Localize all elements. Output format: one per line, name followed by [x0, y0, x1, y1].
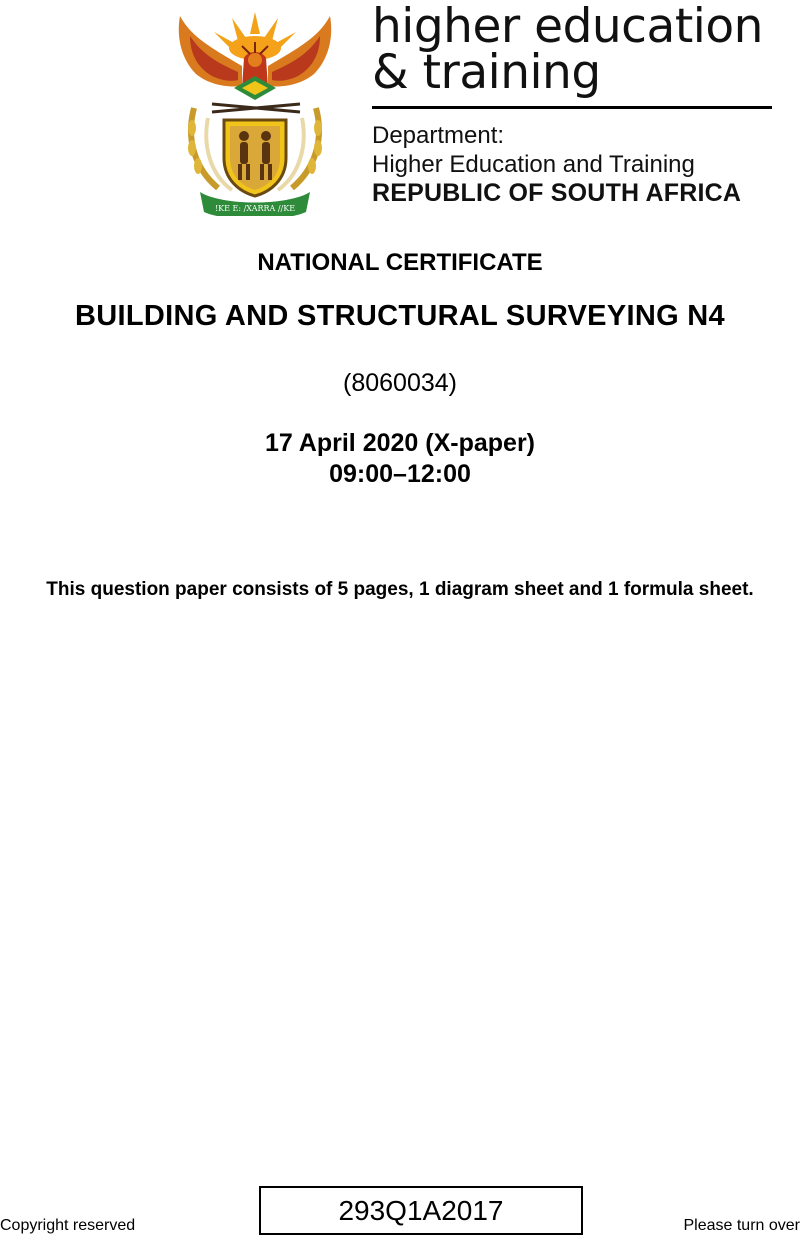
subject-code: (8060034) — [343, 369, 457, 397]
exam-date: 17 April 2020 (X-paper) — [264, 429, 535, 457]
brand-title — [372, 0, 782, 100]
department-name — [372, 121, 782, 208]
paper-code-box — [259, 1186, 583, 1235]
copyright-notice: Copyright reserved — [0, 1217, 136, 1234]
brand-line-1: higher education — [372, 0, 763, 54]
department-label: Department: — [372, 122, 505, 149]
country-name: REPUBLIC OF SOUTH AFRICA — [372, 179, 742, 207]
department-brand — [372, 0, 782, 208]
paper-note: This question paper consists of 5 pages, 1 diagram sheet and 1 formula sheet. — [46, 579, 754, 600]
coat-of-arms-icon — [172, 8, 338, 216]
turn-over-notice: Please turn over — [683, 1217, 800, 1234]
certificate-title: NATIONAL CERTIFICATE — [257, 249, 543, 276]
paper-code: 293Q1A2017 — [338, 1195, 504, 1226]
motto-text: !KE E: /XARRA //KE — [214, 204, 296, 213]
subject-title: BUILDING AND STRUCTURAL SURVEYING N4 — [75, 300, 725, 332]
brand-divider — [372, 106, 772, 109]
exam-time: 09:00–12:00 — [329, 460, 471, 488]
department-title: Higher Education and Training — [372, 151, 695, 178]
brand-line-2: & training — [372, 45, 601, 100]
